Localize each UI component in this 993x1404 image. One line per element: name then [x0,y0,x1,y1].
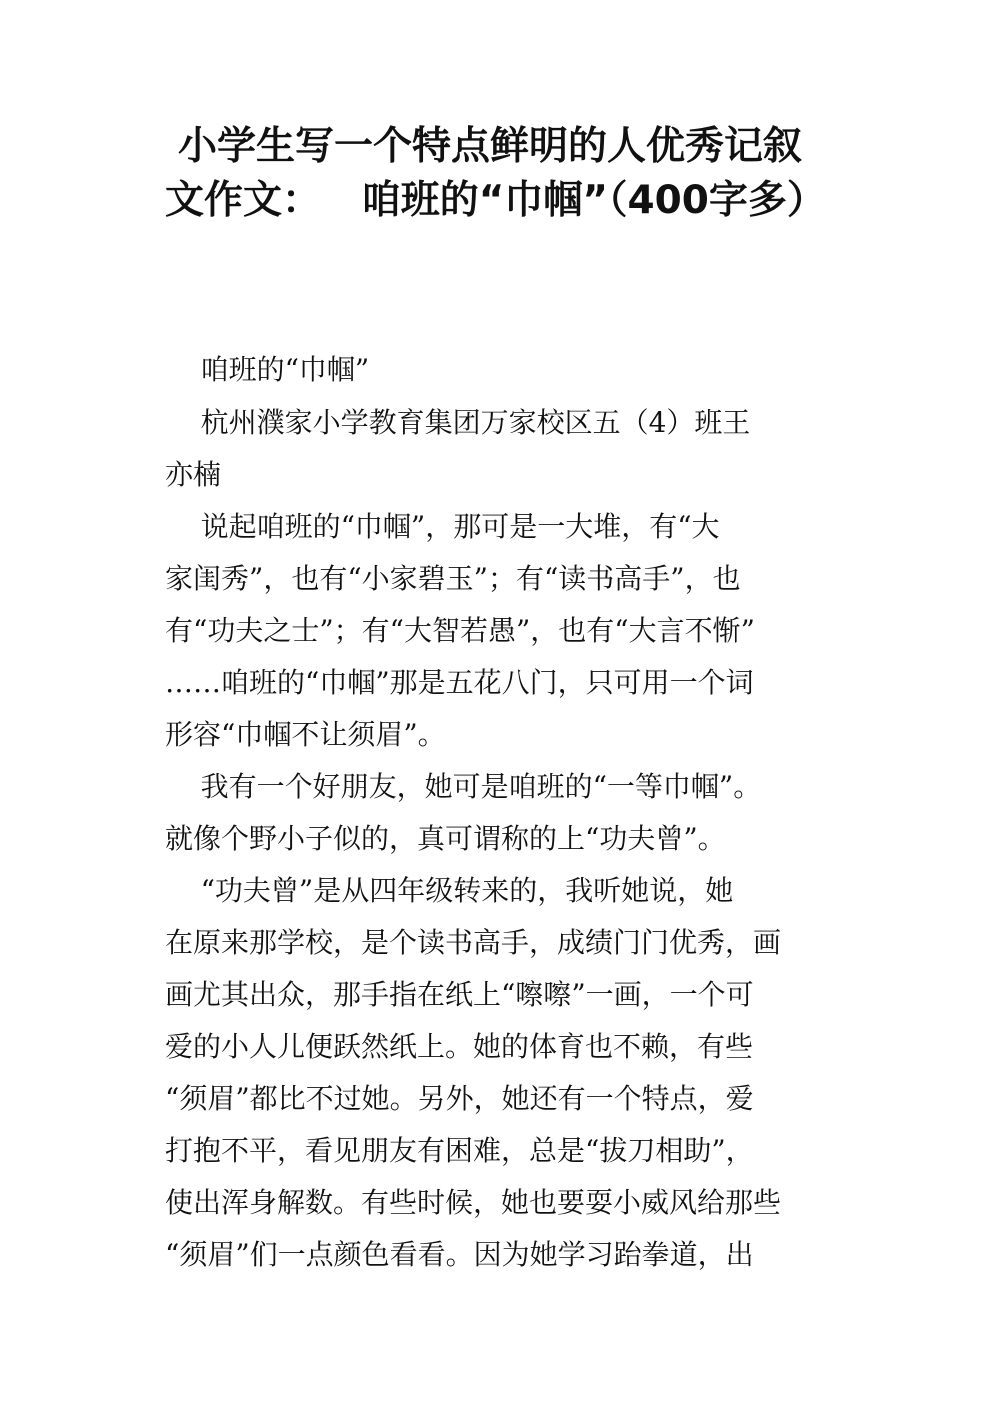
paragraph-line: “功夫曾”是从四年级转来的，我听她说，她 [165,874,734,907]
paragraph-line: 说起咱班的“巾帼”，那可是一大堆，有“大 [165,510,720,543]
document-title-line-1: 小学生写一个特点鲜明的人优秀记叙 [178,124,803,169]
paragraph-line: 家闺秀”，也有“小家碧玉”；有“读书高手”，也 [165,562,741,595]
paragraph-line: ……咱班的“巾帼”那是五花八门，只可用一个词 [165,666,754,699]
paragraph-line: 亦楠 [165,458,222,491]
paragraph-line: “须眉”们一点颜色看看。因为她学习跆拳道，出 [165,1238,754,1271]
paragraph-line: 使出浑身解数。有些时候，她也要耍小威风给那些 [165,1186,782,1219]
paragraph-line: 形容“巾帼不让须眉”。 [165,718,446,751]
paragraph-line: “须眉”都比不过她。另外，她还有一个特点，爱 [165,1082,754,1115]
paragraph-line: 杭州濮家小学教育集团万家校区五（4）班王 [165,406,751,439]
paragraph-line: 在原来那学校，是个读书高手，成绩门门优秀，画 [165,926,782,959]
paragraph-line: 我有一个好朋友，她可是咱班的“一等巾帼”。 [165,770,762,803]
document-title-line-2: 文作文： 咱班的“巾帼”（400字多） [165,178,826,223]
paragraph-line: 爱的小人儿便跃然纸上。她的体育也不赖，有些 [165,1030,754,1063]
paragraph-line: 有“功夫之士”；有“大智若愚”，也有“大言不惭” [165,614,755,647]
paragraph-line: 就像个野小子似的，真可谓称的上“功夫曾”。 [165,822,726,855]
paragraph-line: 打抱不平，看见朋友有困难，总是“拔刀相助”， [165,1134,754,1167]
paragraph-line: 画尤其出众，那手指在纸上“嚓嚓”一画，一个可 [165,978,754,1011]
paragraph-line: 咱班的“巾帼” [165,353,370,386]
